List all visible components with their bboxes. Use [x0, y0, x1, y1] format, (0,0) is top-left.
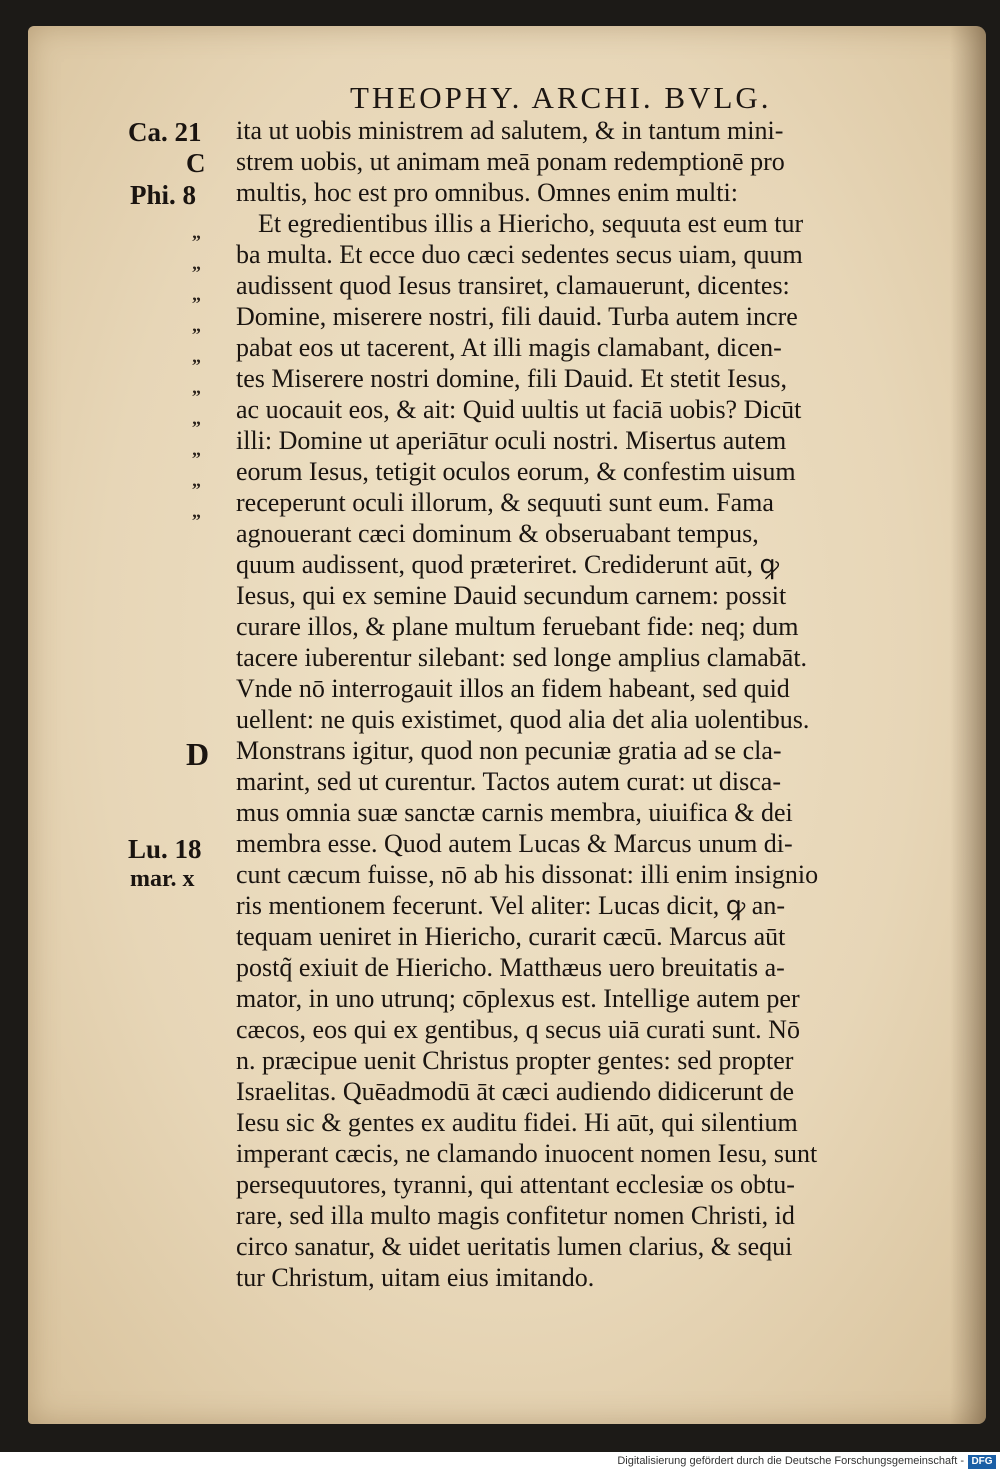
margin-note-phi8: Phi. 8	[130, 180, 197, 210]
text-line: mus omnia suæ sanctæ carnis membra, uiuifica & dei	[236, 798, 793, 827]
text-line: agnouerant cæci dominum & obseruabant tempus,	[236, 519, 759, 548]
main-text-column	[236, 115, 926, 1293]
text-line: Iesu sic & gentes ex auditu fidei. Hi aūt, qui silentium	[236, 1108, 798, 1137]
margin-note-c: C	[186, 148, 206, 178]
quote-mark: „	[192, 377, 200, 397]
quote-mark: „	[192, 408, 200, 428]
text-line: Vnde nō interrogauit illos an fidem habeant, sed quid	[236, 674, 790, 703]
text-line: rare, sed illa multo magis confitetur nomen Christi, id	[236, 1201, 795, 1230]
text-line: Domine, miserere nostri, fili dauid. Turba autem incre	[236, 302, 798, 331]
text-line: ba multa. Et ecce duo cæci sedentes secus uiam, quum	[236, 240, 803, 269]
text-line: receperunt oculi illorum, & sequuti sunt eum. Fama	[236, 488, 774, 517]
text-line: strem uobis, ut animam meā ponam redemptionē pro	[236, 147, 785, 176]
text-line: Et egredientibus illis a Hiericho, sequuta est eum tur	[258, 209, 804, 238]
text-line: quum audissent, quod præteriret. Crediderunt aūt, ꝙ	[236, 550, 780, 579]
text-line: uellent: ne quis existimet, quod alia det alia uolentibus.	[236, 705, 810, 734]
quote-mark: „	[192, 470, 200, 490]
text-line: ac uocauit eos, & ait: Quid uultis ut faciā uobis? Dicūt	[236, 395, 802, 424]
quote-mark: „	[192, 501, 200, 521]
running-header: THEOPHY. ARCHI. BVLG.	[350, 80, 772, 115]
text-line: multis, hoc est pro omnibus. Omnes enim multi:	[236, 178, 738, 207]
margin-note-marx: mar. x	[130, 866, 195, 892]
quote-mark: „	[192, 253, 200, 273]
margin-note-lu18: Lu. 18	[128, 834, 202, 864]
dfg-logo: DFG	[968, 1455, 996, 1469]
quote-mark: „	[192, 315, 200, 335]
text-line: mator, in uno utrunq; cōplexus est. Intellige autem per	[236, 984, 800, 1013]
gutter-shadow	[950, 26, 986, 1424]
quote-mark: „	[192, 346, 200, 366]
text-line: Monstrans igitur, quod non pecuniæ gratia ad se cla-	[236, 736, 782, 765]
text-line: ita ut uobis ministrem ad salutem, & in tantum mini-	[236, 116, 784, 145]
text-line: n. præcipue uenit Christus propter gentes: sed propter	[236, 1046, 794, 1075]
text-line: eorum Iesus, tetigit oculos eorum, & confestim uisum	[236, 457, 796, 486]
text-line: pabat eos ut tacerent, At illi magis clamabant, dicen-	[236, 333, 782, 362]
text-line: cunt cæcum fuisse, nō ab his dissonat: illi enim insignio	[236, 860, 819, 889]
margin-note-ca21: Ca. 21	[128, 117, 202, 147]
text-line: marint, sed ut curentur. Tactos autem curat: ut disca-	[236, 767, 781, 796]
quote-mark: „	[192, 439, 200, 459]
text-line: cæcos, eos qui ex gentibus, q secus uiā curati sunt. Nō	[236, 1015, 800, 1044]
text-line: circo sanatur, & uidet ueritatis lumen clarius, & sequi	[236, 1232, 793, 1261]
text-line: illi: Domine ut aperiātur oculi nostri. Misertus autem	[236, 426, 787, 455]
margin-note-d: D	[186, 736, 210, 772]
text-line: imperant cæcis, ne clamando inuocent nomen Iesu, sunt	[236, 1139, 818, 1168]
text-line: ris mentionem fecerunt. Vel aliter: Lucas dicit, ꝙ an-	[236, 891, 785, 920]
text-line: Israelitas. Quēadmodū āt cæci audiendo didicerunt de	[236, 1077, 795, 1106]
text-line: persequutores, tyranni, qui attentant ecclesiæ os obtu-	[236, 1170, 795, 1199]
quote-mark: „	[192, 284, 200, 304]
text-line: tes Miserere nostri domine, fili Dauid. Et stetit Iesus,	[236, 364, 787, 393]
text-line: membra esse. Quod autem Lucas & Marcus unum di-	[236, 829, 793, 858]
quote-mark: „	[192, 222, 200, 242]
digitization-credit: Digitalisierung gefördert durch die Deutsche Forschungsgemeinschaft -	[617, 1455, 964, 1467]
text-line: tur Christum, uitam eius imitando.	[236, 1263, 595, 1292]
text-line: audissent quod Iesus transiret, clamauerunt, dicentes:	[236, 271, 790, 300]
text-line: tacere iuberentur silebant: sed longe amplius clamabāt.	[236, 643, 808, 672]
text-line: curare illos, & plane multum feruebant fide: neq; dum	[236, 612, 799, 641]
text-line: postq̃ exiuit de Hiericho. Matthæus uero breuitatis a-	[236, 953, 785, 982]
text-line: Iesus, qui ex semine Dauid secundum carnem: possit	[236, 581, 787, 610]
text-line: tequam ueniret in Hiericho, curarit cæcū. Marcus aūt	[236, 922, 786, 951]
